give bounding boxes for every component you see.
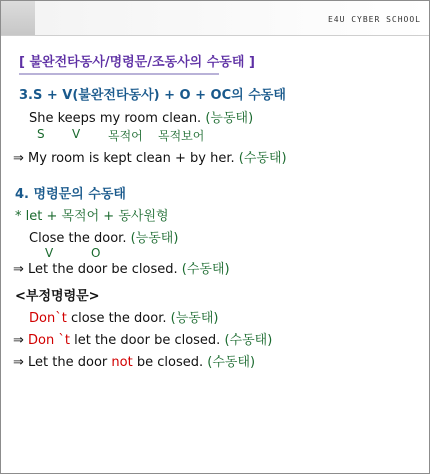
header-logo-block xyxy=(1,1,35,35)
title-underline xyxy=(19,73,219,75)
negative-passive-2-prefix: Let the door xyxy=(28,355,108,370)
arrow-icon: ⇒ xyxy=(13,355,24,370)
section-4-heading: 4. 명령문의 수동태 xyxy=(15,187,126,202)
site-label: E4U CYBER SCHOOL xyxy=(327,15,421,24)
page-title: [ 불완전타동사/명령문/조동사의 수동태 ] xyxy=(19,55,255,70)
section-4-label-v: V xyxy=(45,246,54,260)
section-3-passive-sentence: My room is kept clean + by her. xyxy=(28,151,235,166)
negative-active-tag: (능동태) xyxy=(170,311,219,326)
section-4-label-o: O xyxy=(91,246,101,260)
section-3-label-v: V xyxy=(72,127,81,141)
section-3-example-tag: (능동태) xyxy=(205,111,254,126)
negative-passive-2-tag: (수동태) xyxy=(207,355,256,370)
header xyxy=(1,1,429,36)
negative-active-rest: close the door. xyxy=(70,311,167,326)
negative-passive-2 xyxy=(13,355,255,370)
section-3-heading: 3.S + V(불완전타동사) + O + OC의 수동태 xyxy=(19,88,286,103)
negative-passive-rest: let the door be closed. xyxy=(74,333,221,348)
arrow-icon: ⇒ xyxy=(13,262,24,277)
negative-passive-tag: (수동태) xyxy=(224,333,273,348)
section-4-passive-sentence: Let the door be closed. xyxy=(28,262,178,277)
negative-passive-red: Don `t xyxy=(28,333,70,348)
section-3-passive-tag: (수동태) xyxy=(238,151,287,166)
negative-active-red: Don`t xyxy=(29,311,67,326)
section-3-example-sentence: She keeps my room clean. xyxy=(29,111,202,126)
negative-passive-2-rest: be closed. xyxy=(136,355,204,370)
negative-passive xyxy=(13,333,272,348)
section-3-label-object: 목적어 xyxy=(108,129,143,143)
section-3-passive xyxy=(13,151,287,166)
content xyxy=(1,35,429,473)
arrow-icon: ⇒ xyxy=(13,333,24,348)
section-4-example-tag: (능동태) xyxy=(130,231,179,246)
negative-active xyxy=(29,311,218,326)
section-3-label-complement: 목적보어 xyxy=(158,129,205,143)
section-3-example xyxy=(29,111,253,126)
section-4-example xyxy=(29,231,178,246)
section-4-passive xyxy=(13,262,230,277)
section-3-label-s: S xyxy=(37,127,45,141)
negative-passive-2-red: not xyxy=(111,355,133,370)
section-4-passive-tag: (수동태) xyxy=(181,262,230,277)
arrow-icon: ⇒ xyxy=(13,151,24,166)
section-4-example-sentence: Close the door. xyxy=(29,231,127,246)
negative-heading: <부정명령문> xyxy=(15,289,100,304)
section-4-rule: * let + 목적어 + 동사원형 xyxy=(15,209,169,224)
